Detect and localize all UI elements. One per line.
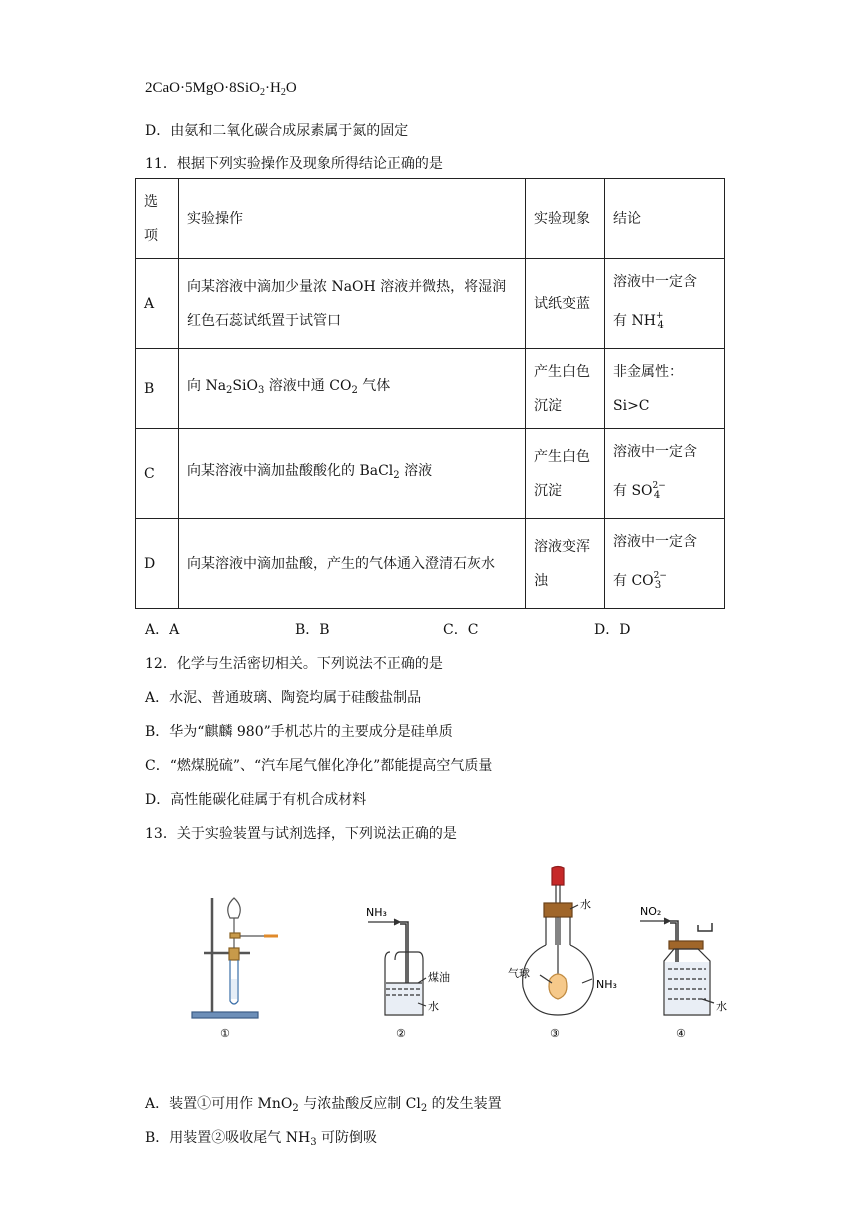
table-row (136, 429, 725, 519)
cell-phenomenon: 试纸变蓝 (526, 259, 605, 349)
apparatus-1 (192, 898, 278, 1018)
label-no2-in: NO₂ (640, 905, 662, 918)
label-water-2: 水 (428, 1000, 439, 1013)
apparatus-2 (368, 919, 426, 1015)
cell-operation: 向某溶液中滴加盐酸酸化的 BaCl$_2$ 溶液 (179, 429, 526, 519)
header-operation: 实验操作 (179, 179, 526, 259)
label-nh3-in: NH₃ (366, 906, 387, 919)
header-conclusion: 结论 (605, 179, 725, 259)
caption-4: ④ (676, 1027, 686, 1040)
cell-phenomenon: 产生白色 沉淀 (526, 429, 605, 519)
q12-option-c: C．“燃煤脱硫”、“汽车尾气催化净化”都能提高空气质量 (145, 758, 493, 774)
q12-option-d: D．高性能碳化硅属于有机合成材料 (145, 792, 367, 808)
formula-line: $2CaO\cdot 5MgO\cdot 8SiO_2\cdot H_2O$ (145, 80, 297, 98)
q11-option-a: A．A (145, 622, 180, 638)
apparatus-4 (640, 918, 714, 1015)
q13-stem: 13．关于实验装置与试剂选择，下列说法正确的是 (145, 826, 457, 842)
table-row (136, 519, 725, 609)
cell-operation: 向某溶液中滴加少量浓 NaOH 溶液并微热，将湿润 红色石蕊试纸置于试管口 (179, 259, 526, 349)
header-phenomenon: 实验现象 (526, 179, 605, 259)
cell-conclusion: 溶液中一定含 有 $SO^{2-}_4$ (605, 429, 725, 519)
cell-option: C (136, 429, 179, 519)
q11-option-c: C．C (443, 622, 479, 638)
label-nh3: NH₃ (596, 978, 617, 991)
cell-conclusion: 非金属性：Si>C (605, 349, 725, 429)
q12-option-a: A．水泥、普通玻璃、陶瓷均属于硅酸盐制品 (145, 690, 422, 706)
cell-option: A (136, 259, 179, 349)
q11-stem: 11．根据下列实验操作及现象所得结论正确的是 (145, 156, 443, 172)
q12-option-b: B．华为“麒麟 980”手机芯片的主要成分是硅单质 (145, 724, 453, 740)
table-row (136, 349, 725, 429)
q11-option-d: D．D (594, 622, 631, 638)
label-kerosene: 煤油 (428, 971, 450, 984)
q11-option-b: B．B (295, 622, 330, 638)
cell-operation: 向 $Na_2SiO_3$ 溶液中通 $CO_2$ 气体 (179, 349, 526, 429)
q13-option-b: B．用装置②吸收尾气 $NH_3$ 可防倒吸 (145, 1130, 378, 1148)
header-option: 选 项 (136, 179, 179, 259)
q11-table (135, 178, 725, 609)
label-water-4: 水 (716, 1000, 727, 1013)
cell-phenomenon: 溶液变浑 浊 (526, 519, 605, 609)
cell-conclusion: 溶液中一定含 有 $NH^+_4$ (605, 259, 725, 349)
caption-3: ③ (550, 1027, 560, 1040)
cell-phenomenon: 产生白色 沉淀 (526, 349, 605, 429)
q13-option-a: A．装置①可用作 MnO$_2$ 与浓盐酸反应制 $Cl_2$ 的发生装置 (145, 1096, 502, 1114)
table-header-row (136, 179, 725, 259)
label-water-top: 水 (580, 898, 591, 911)
label-balloon: 气球 (508, 967, 530, 980)
table-row (136, 259, 725, 349)
cell-conclusion: 溶液中一定含 有 $CO^{2-}_3$ (605, 519, 725, 609)
q12-stem: 12．化学与生活密切相关。下列说法不正确的是 (145, 656, 443, 672)
apparatus-3 (523, 867, 594, 1016)
caption-1: ① (220, 1027, 230, 1040)
q10-option-d: D．由氨和二氧化碳合成尿素属于氮的固定 (145, 123, 409, 139)
cell-option: D (136, 519, 179, 609)
cell-option: B (136, 349, 179, 429)
cell-operation: 向某溶液中滴加盐酸，产生的气体通入澄清石灰水 (179, 519, 526, 609)
apparatus-figure (190, 865, 750, 1045)
caption-2: ② (396, 1027, 406, 1040)
